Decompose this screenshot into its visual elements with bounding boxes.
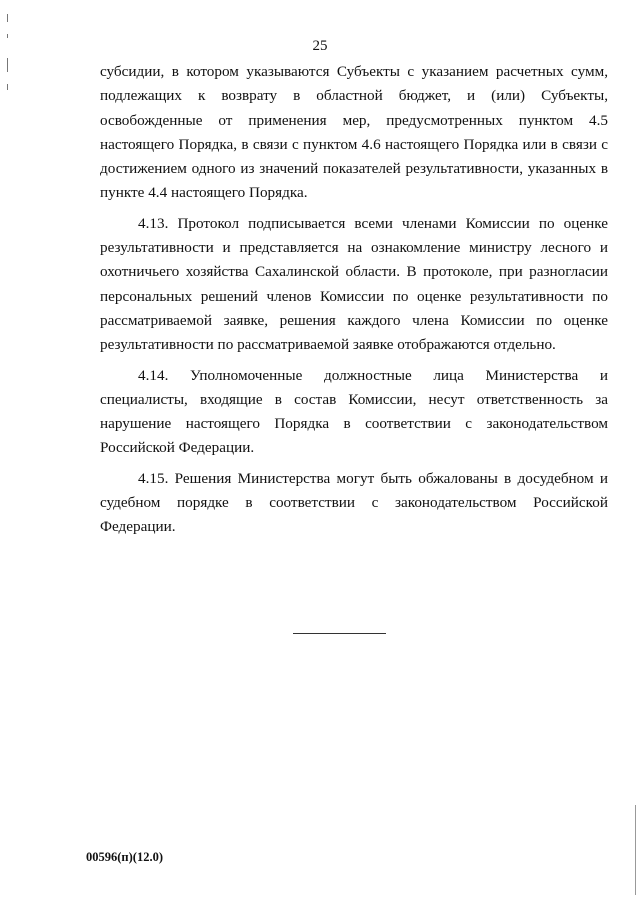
paragraph-4-14: 4.14. Уполномоченные должностные лица Министерства и специалисты, входящие в состав Комиссии, несут ответственность за нарушение настоящего Порядка в соответствии с законодательством Российской Федерации. [100,366,608,457]
scan-mark [7,84,8,90]
paragraph-4-15: 4.15. Решения Министерства могут быть обжалованы в досудебном и судебном порядке в соответствии с законодательством Российской Федерации. [100,469,608,536]
document-body [100,60,608,546]
scan-mark [7,58,8,72]
paragraph-4-13: 4.13. Протокол подписывается всеми членами Комиссии по оценке результативности и представляется на ознакомление министру лесного и охотничьего хозяйства Сахалинской области. В протоколе, при разногласии персональных решений членов Комиссии по оценке результативности по рассматриваемой заявке, решения каждого члена Комиссии по оценке результативности по рассматриваемой заявке отображаются отдельно. [100,214,608,354]
scan-edge [635,805,636,895]
page-number: 25 [312,38,328,54]
document-code: 00596(п)(12.0) [86,850,163,864]
end-separator-line [293,633,386,634]
paragraph-continuation: субсидии, в котором указываются Субъекты с указанием расчетных сумм, подлежащих к возврату в областной бюджет, и (или) Субъекты, освобожденные от применения мер, предусмотренных пунктом 4.5 настоящего Порядка, в связи с пунктом 4.6 настоящего Порядка или в связи с достижением одного из значений показателей результативности, указанных в пункте 4.4 настоящего Порядка. [100,63,608,202]
scan-mark [7,14,8,22]
